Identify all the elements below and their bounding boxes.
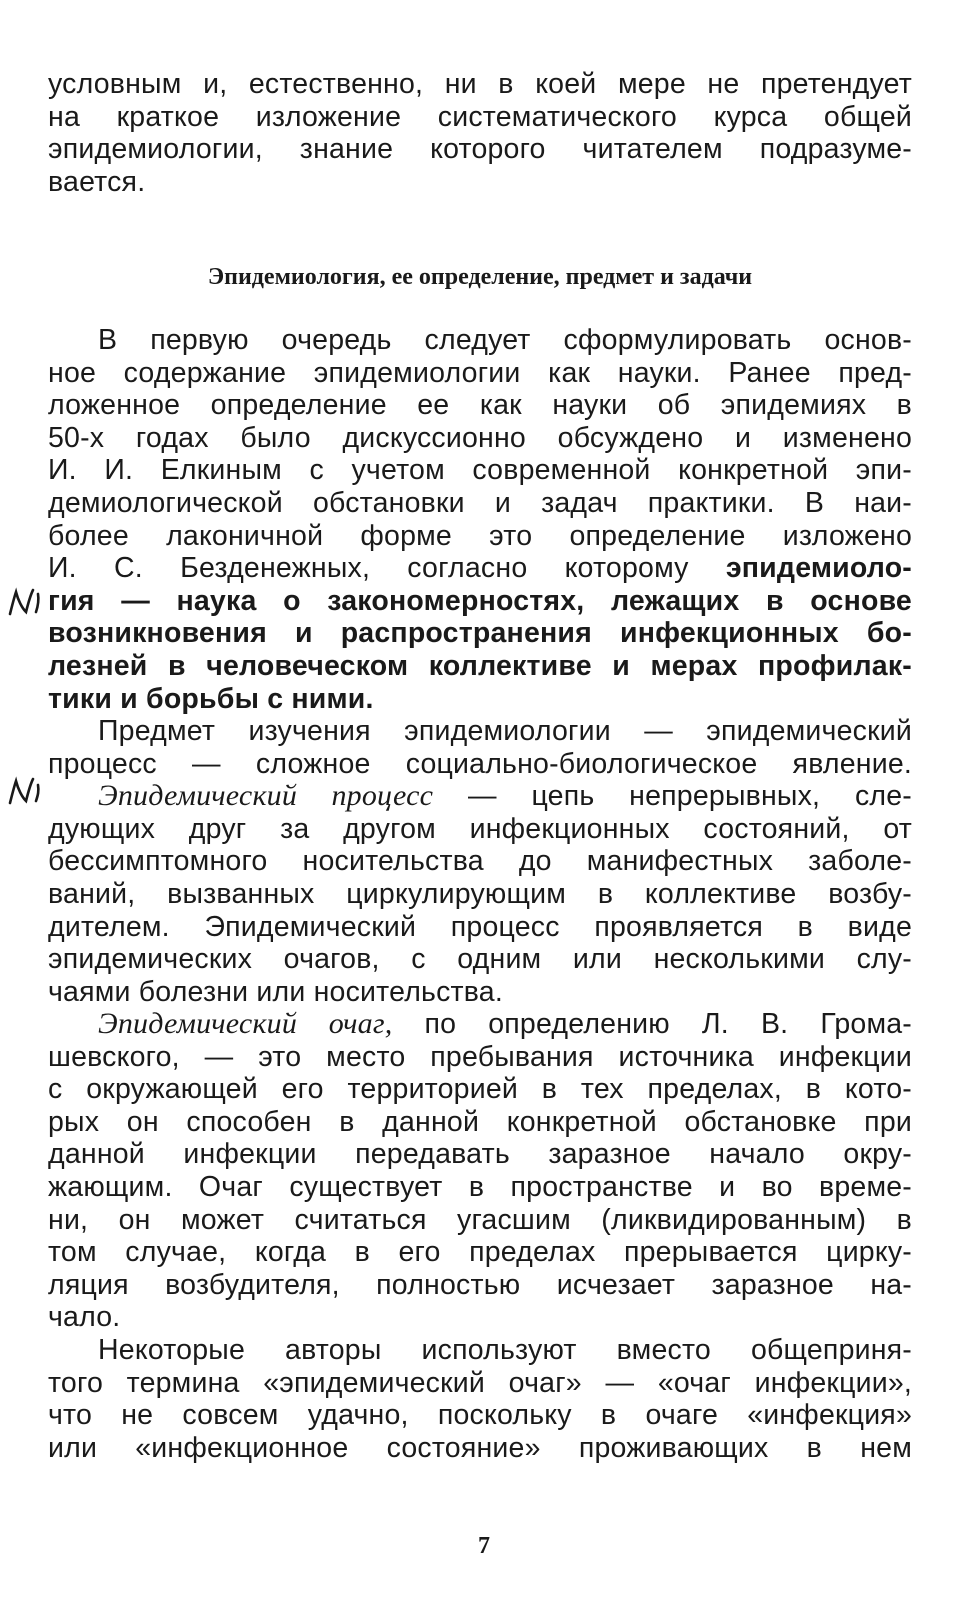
para3-line-9: ляция возбудителя, полностью исчезает заразное на- [48,1268,912,1301]
para1-line-3: ложенное определение ее как науки об эпидемиях в [48,389,912,422]
para2-line-6: ваний, вызванных циркулирующим в коллективе возбу- [48,877,912,910]
intro-line-3: эпидемиологии, знание которого читателем подразуме- [48,133,912,166]
para2-line-4: дующих друг за другом инфекционных состояний, от [48,812,912,845]
para3-line-3: с окружающей его территорией в тех пределах, в кото- [48,1073,912,1106]
para4-line-3: что не совсем удачно, поскольку в очаге «инфекция» [48,1399,912,1432]
para3-line-1 [48,1008,912,1041]
para1-line-10: возникновения и распространения инфекционных бо- [48,617,912,650]
handwritten-mark-icon [6,775,46,809]
para3-line-1-rest: по определению Л. В. Грома- [392,1008,912,1040]
para2-line-5: бессимптомного носительства до манифестных заболе- [48,845,912,878]
para1-line-12: тики и борьбы с ними. [48,682,374,715]
para3-line-2: шевского, — это место пребывания источника инфекции [48,1040,912,1073]
para2-line-3-rest: — цепь непрерывных, сле- [433,780,912,813]
paragraph-focus [48,1008,912,1334]
para2-line-1: Предмет изучения эпидемиологии — эпидемический [98,715,912,747]
para3-line-1-italic: Эпидемический очаг, [98,1007,393,1040]
para2-line-2: процесс — сложное социально-биологическое явление. [48,747,912,780]
intro-line-2: на краткое изложение систематического курса общей [48,100,912,133]
para3-line-4: рых он способен в данной конкретной обстановке при [48,1105,912,1138]
para1-line-6: демиологической обстановки и задач практики. В наи- [48,486,912,519]
para3-line-6: жающим. Очаг существует в пространстве и во време- [48,1170,912,1203]
para1-line-7: более лаконичной форме это определение изложено [48,519,912,552]
handwritten-mark-icon [6,586,46,620]
paragraph-subject [48,715,912,1008]
para3-line-5: данной инфекции передавать заразное начало окру- [48,1138,912,1171]
paragraph-terminology [48,1334,912,1464]
para1-line-1: В первую очередь следует сформулировать основ- [98,324,912,356]
section-title: Эпидемиология, ее определение, предмет и задачи [207,264,753,290]
para3-line-7: ни, он может считаться угасшим (ликвидированным) в [48,1203,912,1236]
para1-line-9: гия — наука о закономерностях, лежащих в основе [48,584,912,617]
para2-line-9: чаями болезни или носительства. [48,975,503,1008]
para2-line-7: дителем. Эпидемический процесс проявляется в виде [48,910,912,943]
para1-line-5: И. И. Елкиным с учетом современной конкретной эпи- [48,454,912,487]
para3-line-10: чало. [48,1301,121,1334]
para1-line-4: 50-х годах было дискуссионно обсуждено и изменено [48,421,912,454]
para4-line-1: Некоторые авторы используют вместо общеприня- [98,1334,912,1366]
intro-line-4: вается. [48,165,146,198]
para1-line-11: лезней в человеческом коллективе и мерах профилак- [48,649,912,682]
intro-paragraph [48,68,912,198]
para1-line-2: ное содержание эпидемиологии как науки. Ранее пред- [48,356,912,389]
page-number: 7 [478,1533,490,1559]
para2-line-3-italic: Эпидемический процесс [98,779,434,813]
para1-line-8 [48,552,912,585]
para4-line-4: или «инфекционное состояние» проживающих в нем [48,1431,912,1464]
para3-line-8: том случае, когда в его пределах прерывается цирку- [48,1236,912,1269]
para4-line-2: того термина «эпидемический очаг» — «очаг инфекции», [48,1366,912,1399]
paragraph-definition [48,324,912,715]
para1-line-8-bold: эпидемиоло- [725,552,912,585]
para2-line-8: эпидемических очагов, с одним или несколькими слу- [48,943,912,976]
para1-line-8-plain: И. С. Безденежных, согласно которому [48,552,726,585]
para2-line-3 [48,780,912,813]
intro-line-1: условным и, естественно, ни в коей мере не претендует [48,68,912,100]
